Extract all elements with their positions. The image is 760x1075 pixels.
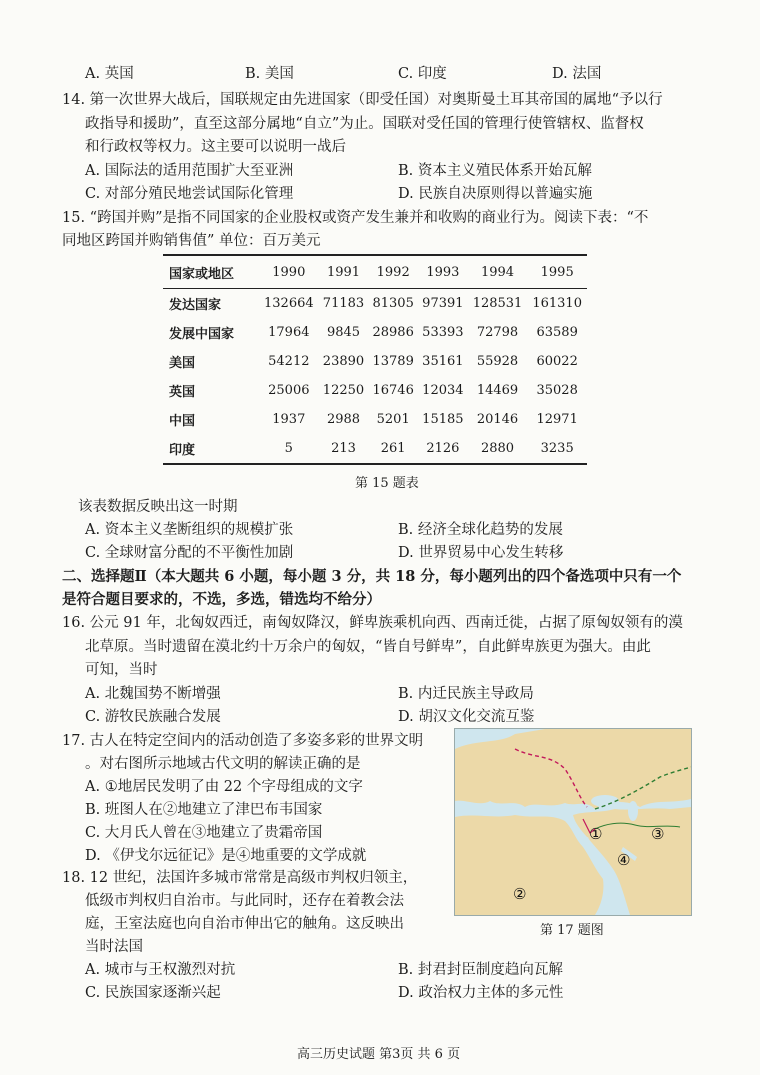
q18-stem-line3: 庭，王室法庭也向自治市伸出它的触角。这反映出 xyxy=(85,916,404,932)
table-header-cell: 1991 xyxy=(319,255,369,289)
table-cell: 12971 xyxy=(536,412,578,427)
merger-sales-table xyxy=(163,254,587,465)
table-cell: 53393 xyxy=(422,325,464,340)
q18-option-c: C. 民族国家逐渐兴起 xyxy=(85,985,221,1001)
q14-option-d: D. 民族自决原则得以普遍实施 xyxy=(398,186,593,202)
table-cell: 2988 xyxy=(326,412,361,427)
table-cell: 25006 xyxy=(268,383,310,398)
q15-stem-line1: 15. “跨国并购”是指不同国家的企业股权或资产发生兼并和收购的商业行为。阅读下表：“不 xyxy=(62,210,649,226)
table-header-row xyxy=(163,255,587,289)
table-cell: 发展中国家 xyxy=(169,327,235,342)
table-cell: 英国 xyxy=(169,385,196,400)
page-footer: 高三历史试题 第3页 共 6 页 xyxy=(297,1047,461,1062)
table-cell: 发达国家 xyxy=(169,298,222,313)
q15-option-b: B. 经济全球化趋势的发展 xyxy=(398,522,563,538)
table-cell: 261 xyxy=(380,441,406,456)
q17-option-a: A. ①地居民发明了由 22 个字母组成的文字 xyxy=(85,779,363,795)
q16-stem-line3: 可知，当时 xyxy=(85,662,158,678)
q18-stem-line2: 低级市判权归自治市。与此同时，还存在着教会法 xyxy=(85,893,404,909)
q16-option-a: A. 北魏国势不断增强 xyxy=(85,686,221,702)
table-cell: 72798 xyxy=(476,325,519,340)
table-header-cell: 1993 xyxy=(418,255,468,289)
q18-stem-line4: 当时法国 xyxy=(85,939,143,955)
q15-option-d: D. 世界贸易中心发生转移 xyxy=(398,545,564,561)
table-row xyxy=(163,318,587,347)
q16-option-b: B. 内迁民族主导政局 xyxy=(398,686,534,702)
table-header-cell: 1990 xyxy=(259,255,319,289)
q15-option-a: A. 资本主义垄断组织的规模扩张 xyxy=(85,522,294,538)
table-header-cell: 1992 xyxy=(368,255,418,289)
table-cell: 54212 xyxy=(268,354,310,369)
table-row xyxy=(163,376,587,405)
q15-option-c: C. 全球财富分配的不平衡性加剧 xyxy=(85,545,294,561)
table-cell: 印度 xyxy=(169,443,196,458)
q18-option-d: D. 政治权力主体的多元性 xyxy=(398,985,564,1001)
table-cell: 132664 xyxy=(264,296,314,311)
q18-stem-line1: 18. 12 世纪，法国许多城市常常是高级市判权归领主， xyxy=(62,870,418,886)
marker-2: ② xyxy=(513,885,527,903)
q17-option-b: B. 班图人在②地建立了津巴布韦国家 xyxy=(85,802,323,818)
q14-option-a: A. 国际法的适用范围扩大至亚洲 xyxy=(85,163,294,179)
table-row xyxy=(163,289,587,319)
table-cell: 71183 xyxy=(322,296,365,311)
table-cell: 5201 xyxy=(376,412,410,427)
q17-stem-line1: 17. 古人在特定空间内的活动创造了多姿多彩的世界文明 xyxy=(62,733,424,749)
q15-stem-line2: 同地区跨国并购销售值” 单位：百万美元 xyxy=(62,233,321,249)
q17-map-caption: 第 17 题图 xyxy=(540,923,604,938)
table-cell: 60022 xyxy=(536,354,578,369)
table-cell: 35161 xyxy=(422,354,464,369)
section2-heading-line2: 是符合题目要求的，不选，多选，错选均不给分） xyxy=(62,591,381,608)
table-cell: 2126 xyxy=(426,441,460,456)
section2-heading-line1: 二、选择题Ⅱ（本大题共 6 小题，每小题 3 分，共 18 分，每小题列出的四个备选项中只有一个 xyxy=(62,568,682,585)
q17-map xyxy=(454,728,692,916)
q14-option-b: B. 资本主义殖民体系开始瓦解 xyxy=(398,163,592,179)
marker-1: ① xyxy=(589,825,603,843)
marker-3: ③ xyxy=(651,825,665,843)
table-cell: 63589 xyxy=(536,325,578,340)
table-cell: 12034 xyxy=(422,383,464,398)
table-cell: 16746 xyxy=(372,383,414,398)
table-cell: 128531 xyxy=(472,296,523,311)
q16-stem-line1: 16. 公元 91 年，北匈奴西迁，南匈奴降汉，鲜卑族乘机向西、西南迁徙，占据了原匈奴领有的漠 xyxy=(62,615,683,631)
table-header-cell: 国家或地区 xyxy=(163,255,259,289)
q17-option-c: C. 大月氏人曾在③地建立了贵霜帝国 xyxy=(85,825,323,841)
table-cell: 55928 xyxy=(476,354,519,369)
table-cell: 28986 xyxy=(372,325,414,340)
q14-stem-line2: 政指导和援助”，直至这部分属地“自立”为止。国联对受任国的管理行使管辖权、监督权 xyxy=(85,116,644,132)
table-cell: 20146 xyxy=(476,412,519,427)
table-cell: 5 xyxy=(284,441,293,456)
table-cell: 3235 xyxy=(540,441,574,456)
table-cell: 81305 xyxy=(372,296,414,311)
q14-option-c: C. 对部分殖民地尝试国际化管理 xyxy=(85,186,294,202)
q15-table-caption: 第 15 题表 xyxy=(355,476,419,491)
table-row xyxy=(163,405,587,434)
table-cell: 2880 xyxy=(480,441,515,456)
q13-option-d: D. 法国 xyxy=(552,66,602,82)
q16-stem-line2: 北草原。当时遗留在漠北约十万余户的匈奴，“皆自号鲜卑”，自此鲜卑族更为强大。由此 xyxy=(85,639,651,655)
table-row xyxy=(163,347,587,376)
q13-option-a: A. 英国 xyxy=(85,66,134,82)
q13-option-c: C. 印度 xyxy=(398,66,447,82)
table-cell: 12250 xyxy=(322,383,365,398)
q15-question: 该表数据反映出这一时期 xyxy=(78,499,238,515)
table-cell: 15185 xyxy=(422,412,464,427)
table-cell: 中国 xyxy=(169,414,196,429)
q14-stem-line3: 和行政权等权力。这主要可以说明一战后 xyxy=(85,139,346,155)
table-cell: 9845 xyxy=(326,325,361,340)
map-graphic xyxy=(455,729,691,915)
table-cell: 17964 xyxy=(268,325,310,340)
q18-option-b: B. 封君封臣制度趋向瓦解 xyxy=(398,962,563,978)
q18-option-a: A. 城市与王权激烈对抗 xyxy=(85,962,236,978)
q16-option-d: D. 胡汉文化交流互鉴 xyxy=(398,709,535,725)
marker-4: ④ xyxy=(617,851,631,869)
table-cell: 14469 xyxy=(476,383,519,398)
table-cell: 35028 xyxy=(536,383,578,398)
q17-option-d: D. 《伊戈尔远征记》是④地重要的文学成就 xyxy=(85,848,367,864)
table-cell: 美国 xyxy=(169,356,196,371)
table-cell: 23890 xyxy=(322,354,365,369)
table-cell: 161310 xyxy=(532,296,582,311)
table-cell: 1937 xyxy=(272,412,306,427)
table-header-cell: 1994 xyxy=(468,255,528,289)
q13-option-b: B. 美国 xyxy=(245,66,294,82)
q17-stem-line2: 。对右图所示地域古代文明的解读正确的是 xyxy=(85,756,361,772)
table-header-cell: 1995 xyxy=(527,255,587,289)
table-cell: 13789 xyxy=(372,354,414,369)
q14-stem-line1: 14. 第一次世界大战后，国联规定由先进国家（即受任国）对奥斯曼土耳其帝国的属地“予以行 xyxy=(62,92,663,108)
table-cell: 97391 xyxy=(422,296,464,311)
table-row xyxy=(163,434,587,464)
table-cell: 213 xyxy=(331,441,356,456)
q16-option-c: C. 游牧民族融合发展 xyxy=(85,709,221,725)
